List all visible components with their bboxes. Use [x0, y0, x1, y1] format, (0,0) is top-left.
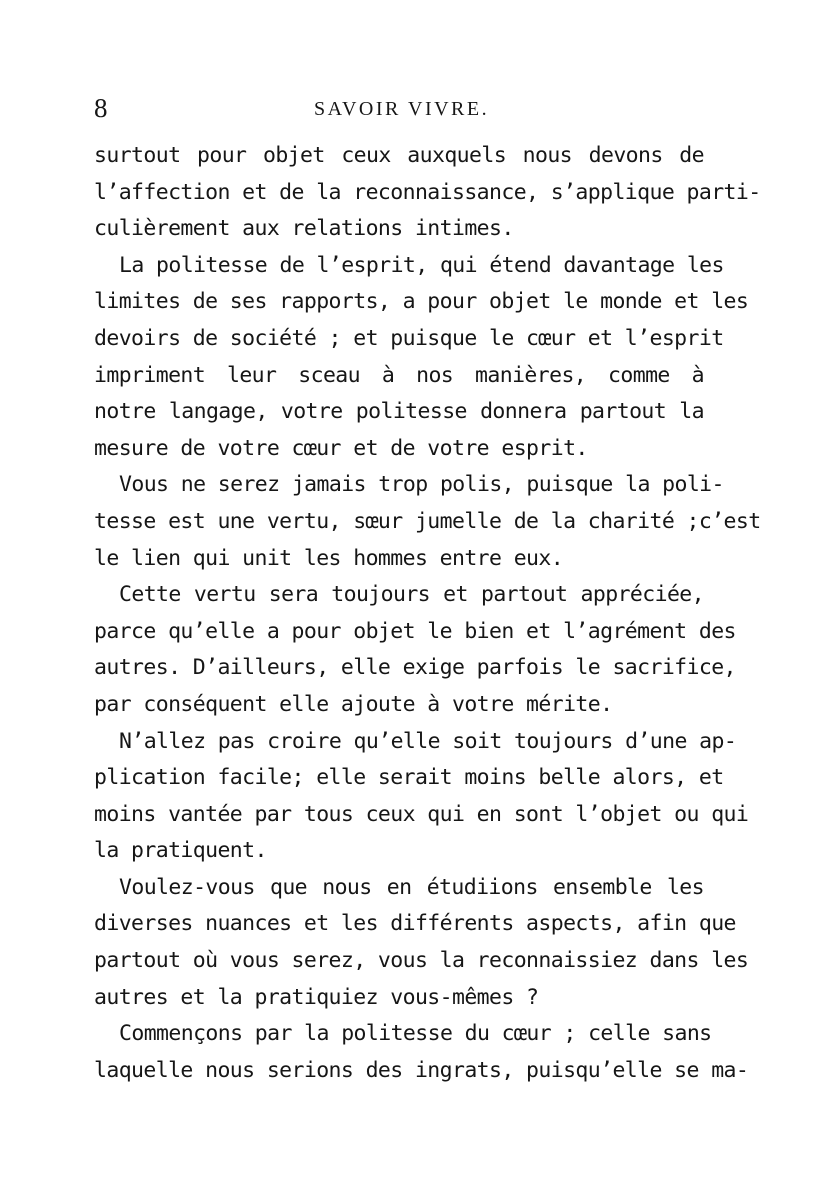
paragraph-first-line: Vous ne serez jamais trop polis, puisque la poli- [119, 472, 724, 498]
page-number: 8 [94, 93, 108, 123]
text-line: partout où vous serez, vous la reconnaissiez dans les [94, 948, 749, 974]
text-line: diverses nuances et les différents aspects, afin que [94, 911, 736, 937]
text-line: surtout pour objet ceux auxquels nous devons de [94, 143, 704, 168]
text-line: autres et la pratiquiez vous-mêmes ? [94, 984, 539, 1010]
text-line: par conséquent elle ajoute à votre mérite. [94, 691, 613, 717]
paragraph-first-line: N’allez pas croire qu’elle soit toujours d’une ap- [119, 728, 737, 754]
text-line: limites de ses rapports, a pour objet le monde et les [94, 289, 749, 315]
running-title: SAVOIR VIVRE. [314, 98, 490, 120]
text-line: laquelle nous serions des ingrats, puisqu’elle se ma- [94, 1057, 749, 1083]
paragraph-first-line: Cette vertu sera toujours et partout appréciée, [119, 582, 704, 608]
text-line: culièrement aux relations intimes. [94, 216, 514, 242]
paragraph-first-line: La politesse de l’esprit, qui étend davantage les [119, 252, 724, 278]
text-line: mesure de votre cœur et de votre esprit. [94, 435, 588, 461]
text-line: parce qu’elle a pour objet le bien et l’agrément des [94, 618, 736, 644]
paragraph-first-line: Commençons par la politesse du cœur ; celle sans [119, 1021, 712, 1047]
text-line: plication facile; elle serait moins belle alors, et [94, 765, 724, 791]
text-line: autres. D’ailleurs, elle exige parfois le sacrifice, [94, 655, 736, 681]
text-line: l’affection et de la reconnaissance, s’applique parti- [94, 179, 761, 205]
paragraph-first-line: Voulez-vous que nous en étudiions ensemble les [119, 874, 704, 900]
page-header [94, 92, 704, 124]
text-line: tesse est une vertu, sœur jumelle de la charité ;c’est [94, 508, 761, 534]
body-text [94, 138, 761, 1089]
text-line: impriment leur sceau à nos manières, comme à [94, 362, 704, 388]
text-line: la pratiquent. [94, 838, 267, 864]
text-line: le lien qui unit les hommes entre eux. [94, 545, 564, 571]
text-line: moins vantée par tous ceux qui en sont l’objet ou qui [94, 801, 749, 827]
text-line: notre langage, votre politesse donnera partout la [94, 399, 704, 425]
text-line: devoirs de société ; et puisque le cœur et l’esprit [94, 325, 724, 351]
